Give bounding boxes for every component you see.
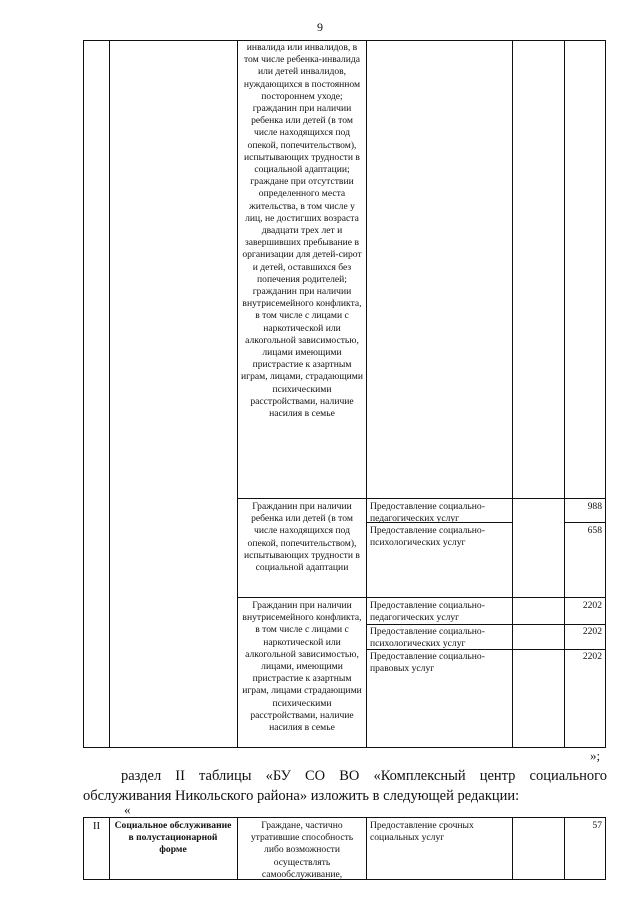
section-number-cell: II — [92, 820, 101, 832]
value-cell: 658 — [587, 525, 602, 536]
open-quote: « — [124, 802, 131, 817]
service-cell: Предоставление социально-правовых услуг — [370, 651, 485, 675]
value-cell: 988 — [587, 501, 602, 512]
service-cell: Предоставление социально-психологических услуг — [370, 525, 485, 549]
service-cell: Предоставление социально-педагогических услуг — [370, 600, 485, 624]
value-cell: 2202 — [582, 651, 602, 662]
closing-quote: »; — [590, 748, 601, 763]
category-main-cell: инвалида или инвалидов, в том числе ребенка-инвалида или детей инвалидов, нуждающихся в постоянном постороннем уходе; гражданин при наличии ребенка или детей (в том числе находящихся под опекой, попечительством), испытывающих трудности в социальной адаптации; граждане при отсутствии определенного места жительства, в том числе у лиц, не достигших возраста двадцати трех лет и завершивших пребывание в организации для детей-сирот и детей, оставшихся без попечения родителей; гражданин при наличии внутрисемейного конфликта, в том числе с лицами с наркотической или алкогольной зависимостью, лицами имеющими пристрастие к азартным играм, лицами, страдающими психическими расстройствами, наличие насилия в семье — [241, 42, 363, 420]
category-conflict-cell: Гражданин при наличии внутрисемейного конфликта, в том числе с лицами с наркотической или алкогольной зависимостью, лицами, имеющими пристрастие к азартным играм, лицами страдающими психическими расстройствами, наличие насилия в семье — [242, 600, 362, 734]
page-number: 9 — [317, 20, 323, 34]
value-cell: 57 — [592, 820, 602, 831]
service-cell: Предоставление социально-психологических услуг — [370, 626, 485, 650]
form-name-cell: Социальное обслуживание в полустационарной форме — [114, 820, 232, 856]
value-cell: 2202 — [582, 626, 602, 637]
body-paragraph: раздел II таблицы «БУ СО ВО «Комплексный центр социального обслуживания Никольского района» изложить в следующей редакции: — [83, 768, 607, 804]
service-cell: Предоставление срочных социальных услуг — [370, 820, 474, 844]
category-children-cell: Гражданин при наличии ребенка или детей (в том числе находящихся под опекой, попечительством), испытывающих трудности в социальной адаптации — [244, 501, 360, 574]
value-cell: 2202 — [582, 600, 602, 611]
category-cell: Граждане, частично утратившие способность либо возможности осуществлять самообслуживание, — [250, 820, 354, 880]
service-cell: Предоставление социально-педагогических услуг — [370, 501, 485, 525]
